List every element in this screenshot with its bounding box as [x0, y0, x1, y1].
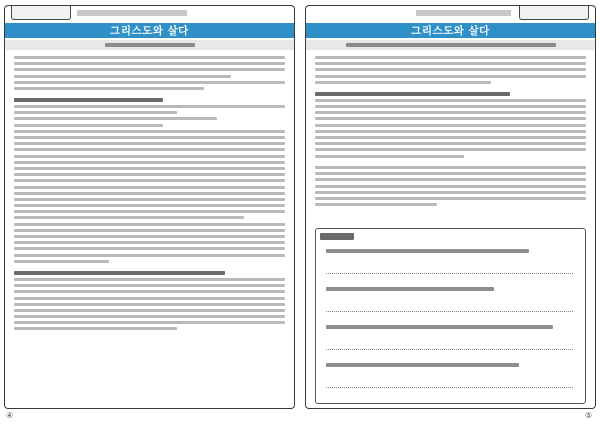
left-page-title: 그리스도와 살다 [110, 25, 189, 37]
answer-line-3[interactable] [326, 349, 573, 350]
question-item-3 [326, 325, 573, 355]
answer-line-4[interactable] [326, 387, 573, 388]
left-title-banner [5, 23, 294, 38]
left-page-header [5, 6, 294, 22]
question-item-4 [326, 363, 573, 393]
right-page-title: 그리스도와 살다 [411, 25, 490, 37]
right-page-number: ⑤ [585, 411, 593, 420]
right-header-note [416, 10, 511, 16]
answer-line-2[interactable] [326, 311, 573, 312]
right-scripture-band [306, 40, 595, 50]
left-page [4, 5, 295, 409]
right-title-banner [306, 23, 595, 38]
left-header-note [77, 10, 187, 16]
left-body-text [14, 56, 285, 334]
workbook-question-box [315, 228, 586, 404]
question-item-1 [326, 249, 573, 279]
left-page-number: ④ [6, 411, 14, 420]
right-page [305, 5, 596, 409]
answer-line-1[interactable] [326, 273, 573, 274]
right-page-header [306, 6, 595, 22]
right-section-tab [519, 6, 589, 20]
left-scripture-band [5, 40, 294, 50]
left-section-tab [11, 6, 71, 20]
right-body-text [315, 56, 586, 209]
question-item-2 [326, 287, 573, 317]
question-box-title [320, 233, 354, 240]
